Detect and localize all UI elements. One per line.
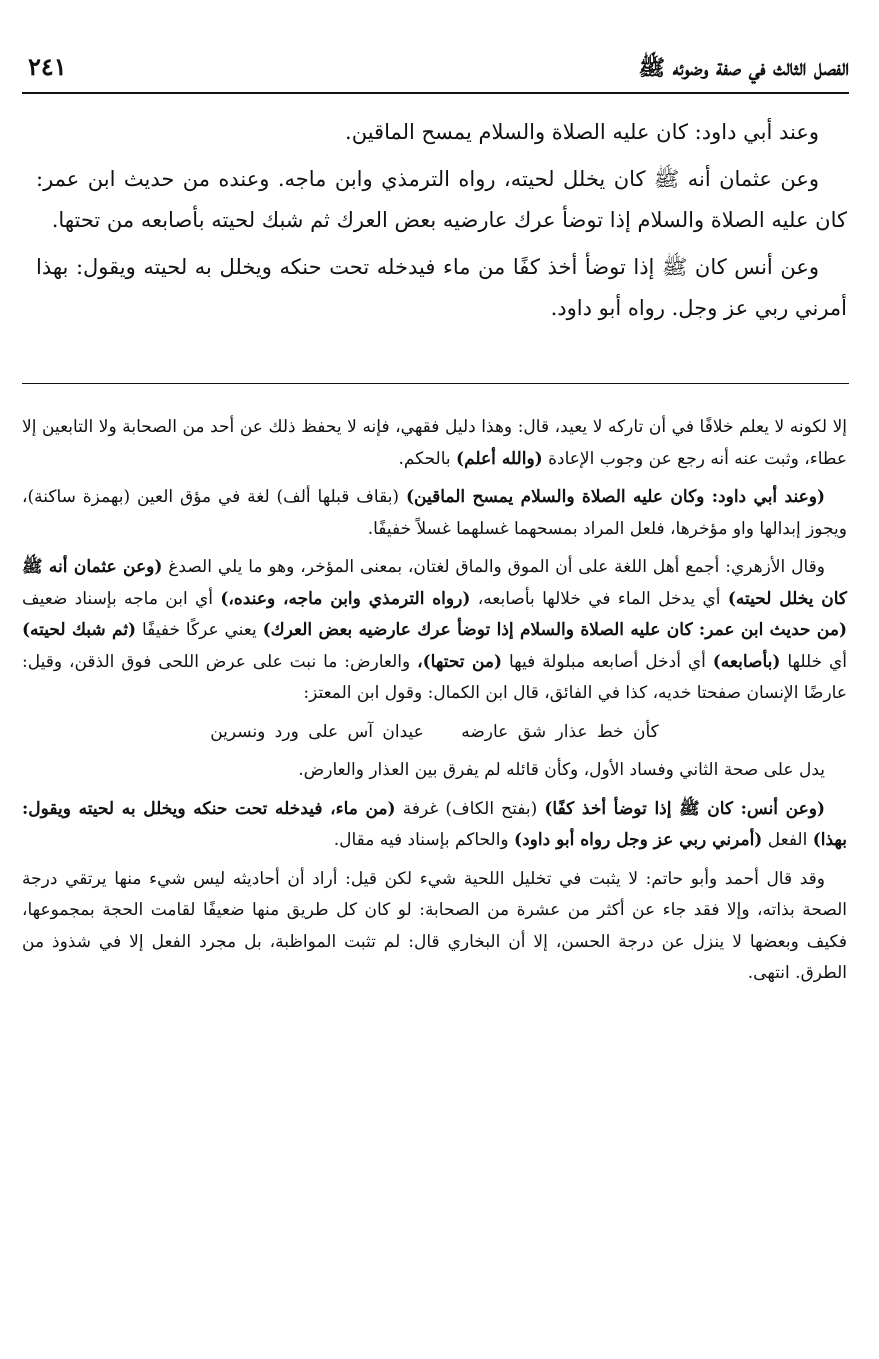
quoted-text: (وعن عثمان أنه ﷺ كان يخلل لحيته) [22,557,848,609]
commentary-text: وقال الأزهري: أجمع أهل اللغة على أن الموق والماق لغتان، بمعنى المؤخر، وهو ما يلي الصدغ [168,557,825,577]
verse-hemistich-1: كأن خط عذار شق عارضه [461,721,659,742]
quoted-text: (وعند أبي داود: وكان عليه الصلاة والسلام يمسح الماقين) [405,487,825,507]
quoted-text: (أمرني ربي عز وجل رواه أبو داود) [514,830,763,850]
quoted-text: (بأصابعه) [712,651,781,672]
quoted-text: (من ماء، فيدخله تحت حنكه ويخلل به لحيته ويقول: بهذا) [22,798,847,850]
commentary-text: يعني عركًا خفيفًا [141,620,257,640]
commentary-text: إلا لكونه لا يعلم خلافًا في أن تاركه لا يعيد، قال: وهذا دليل فقهي، فإنه لا يحفظ ذلك عن أحد من الصحابة ولا التابعين إلا عطاء، وثبت عنه أنه رجع عن وجوب الإعادة [22,417,847,469]
commentary-paragraph: يدل على صحة الثاني وفساد الأول، وكأن قائله لم يفرق بين العذار والعارض. [298,760,825,780]
commentary-paragraph [22,482,847,545]
commentary-paragraph [22,794,847,857]
commentary-text: أي أدخل أصابعه مبلولة فيها [508,651,706,672]
quoted-text: (ثم شبك لحيته) [22,620,137,640]
commentary-text: (بفتح الكاف) غرفة [402,798,538,819]
page-number: ٢٤١ [28,52,67,81]
chapter-title: الفصل الثالث في صفة وضوئه ﷺ [638,55,849,81]
quoted-text: (من حديث ابن عمر: كان عليه الصلاة والسلام إذا توضأ عرك عارضيه بعض العرك) [262,620,847,640]
commentary-text: أي ابن ماجه بإسناد ضعيف [22,588,214,609]
page-header [22,48,849,94]
commentary-paragraph [22,412,847,475]
commentary-text: والعارض: ما نبت على عرض اللحى فوق الذقن، وقيل: عارضًا الإنسان صفحتا خديه، كذا في الفائق، قال ابن الكمال: وقول ابن المعتز: [22,651,847,703]
commentary-paragraph [22,552,847,710]
main-paragraph: وعن أنس كان ﷺ إذا توضأ أخذ كفًا من ماء فيدخله تحت حنكه ويخلل به لحيته ويقول: بهذا أمرني ربي عز وجل. رواه أبو داود. [36,255,847,320]
footnote-divider [22,383,849,384]
quoted-text: (والله أعلم) [456,448,543,469]
commentary-paragraph: وقد قال أحمد وأبو حاتم: لا يثبت في تخليل اللحية شيء لكن قيل: أراد أن أحاديثه ليس شيء منها يرتقي درجة الصحة بذاته، وإلا فقد جاء عن أكثر من عشرة من الصحابة: لو كان كل طريق منها ضعيفًا لقامت الحجة بمجموعها، فكيف وبعضها لا ينزل عن درجة الحسن، إلا أن البخاري قال: لم تثبت المواظبة، بل مجرد الفعل إلا في شذوذ من الطرق. انتهى. [22,868,847,983]
verse-hemistich-2: عيدان آس على ورد ونسرين [210,721,424,742]
quoted-text: (وعن أنس: كان ﷺ إذا توضأ أخذ كفًا) [544,798,825,819]
quoted-text: (رواه الترمذي وابن ماجه، وعنده،) [220,588,471,609]
main-paragraph: وعن عثمان أنه ﷺ كان يخلل لحيته، رواه الترمذي وابن ماجه. وعنده من حديث ابن عمر: كان عليه الصلاة والسلام إذا توضأ عرك عارضيه بعض العرك ثم شبك لحيته بأصابعه من تحتها. [36,167,847,232]
commentary-text: بالحكم. [398,448,451,469]
main-paragraph: وعند أبي داود: كان عليه الصلاة والسلام يمسح الماقين. [345,120,819,144]
commentary [22,412,847,997]
commentary-text: أي خللها [787,651,848,672]
commentary-text: والحاكم بإسناد فيه مقال. [333,830,509,850]
main-text [36,112,847,335]
commentary-text: (بقاف قبلها ألف) لغة في مؤق العين (بهمزة ساكنة)، ويجوز إبدالها واو مؤخرها، فلعل المراد بمسحهما غسلهما غسلاً خفيفًا. [22,487,847,539]
poetry-verse [22,717,847,749]
quoted-text: (من تحتها)، [417,651,503,672]
commentary-text: أي يدخل الماء في خلالها بأصابعه، [477,588,721,609]
commentary-text: الفعل [767,830,808,850]
